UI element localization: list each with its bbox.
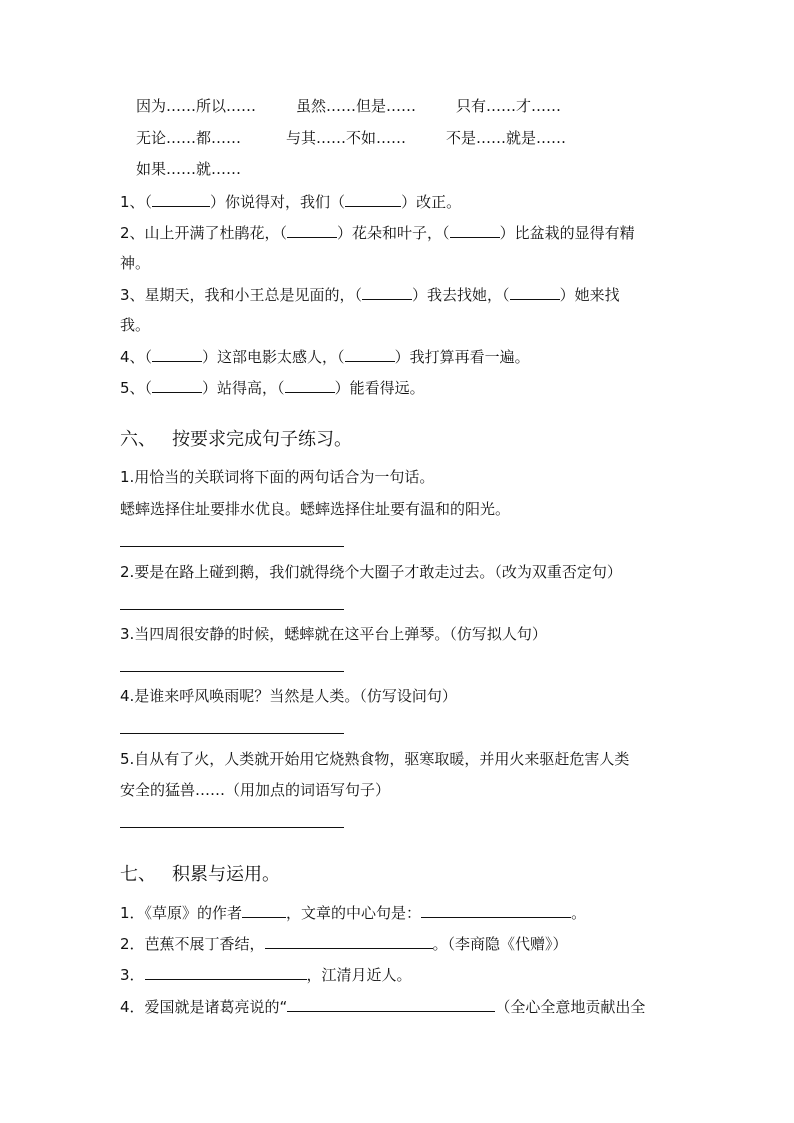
s6-question-2: 2.要是在路上碰到鹅，我们就得绕个大圈子才敢走过去。（改为双重否定句） bbox=[120, 563, 622, 581]
fill-item-3-cont bbox=[120, 315, 150, 335]
s6-question-5: 5.自从有了火，人类就开始用它烧熟食物，驱寒取暖，并用火来驱赶危害人类 bbox=[120, 750, 630, 768]
fill-text: 。 bbox=[571, 904, 587, 922]
s6-question-3: 3.当四周很安静的时候，蟋蟀就在这平台上弹琴。（仿写拟人句） bbox=[120, 625, 547, 643]
answer-blank[interactable] bbox=[450, 222, 500, 238]
fill-text: 5、（ bbox=[120, 379, 153, 397]
fill-text: 神。 bbox=[120, 254, 151, 272]
fill-item-1 bbox=[120, 191, 461, 212]
fill-text: ，文章的中心句是： bbox=[286, 904, 422, 922]
fill-text: ）你说得对，我们（ bbox=[210, 193, 346, 211]
fill-item-3 bbox=[120, 284, 620, 305]
fill-text: 1．《草原》的作者 bbox=[120, 904, 243, 922]
answer-blank[interactable] bbox=[152, 377, 202, 393]
answer-blank[interactable] bbox=[145, 964, 307, 980]
answer-blank[interactable] bbox=[362, 284, 412, 300]
fill-text: ）我去找她，（ bbox=[412, 286, 510, 304]
s6-question-4: 4.是谁来呼风唤雨呢？当然是人类。（仿写设问句） bbox=[120, 687, 457, 705]
answer-blank[interactable] bbox=[345, 346, 395, 362]
answer-blank[interactable] bbox=[152, 191, 210, 207]
fill-text: 我。 bbox=[120, 316, 151, 334]
answer-blank[interactable] bbox=[421, 902, 571, 918]
fill-text: ）这部电影太感人，（ bbox=[202, 348, 345, 366]
fill-text: 2．芭蕉不展丁香结， bbox=[120, 935, 265, 953]
fill-text: ）她来找 bbox=[559, 286, 620, 304]
fill-item-2 bbox=[120, 222, 635, 243]
fill-item-2-cont bbox=[120, 253, 150, 273]
fill-text: 1、（ bbox=[120, 193, 153, 211]
answer-blank[interactable] bbox=[287, 996, 495, 1012]
conjunction-row-3 bbox=[136, 159, 241, 179]
answer-line[interactable] bbox=[120, 827, 344, 828]
section-title: 积累与运用。 bbox=[172, 864, 280, 885]
fill-item-5 bbox=[120, 377, 425, 398]
answer-blank[interactable] bbox=[345, 191, 401, 207]
conjunction-word: 因为……所以…… bbox=[136, 97, 257, 115]
s6-question-5-cont: 安全的猛兽……（用加点的词语写句子） bbox=[120, 781, 391, 799]
answer-blank[interactable] bbox=[152, 346, 202, 362]
answer-blank[interactable] bbox=[242, 902, 286, 918]
answer-blank[interactable] bbox=[510, 284, 560, 300]
s7-question-3 bbox=[120, 964, 412, 985]
fill-text: ）比盆栽的显得有精 bbox=[499, 224, 635, 242]
fill-text: 。（李商隐《代赠》） bbox=[432, 935, 568, 953]
fill-text: ，江清月近人。 bbox=[306, 966, 412, 984]
answer-line[interactable] bbox=[120, 609, 344, 610]
s7-question-1 bbox=[120, 902, 586, 923]
fill-text: （全心全意地贡献出全 bbox=[495, 998, 646, 1016]
fill-text: ）花朵和叶子，（ bbox=[337, 224, 450, 242]
section-7-heading bbox=[120, 863, 280, 887]
s6-question-1: 1.用恰当的关联词将下面的两句话合为一句话。 bbox=[120, 468, 435, 486]
answer-line[interactable] bbox=[120, 733, 344, 734]
s6-question-1-text: 蟋蟀选择住址要排水优良。蟋蟀选择住址要有温和的阳光。 bbox=[120, 500, 511, 518]
fill-item-4 bbox=[120, 346, 530, 367]
fill-text: 4．爱国就是诸葛亮说的“ bbox=[120, 998, 288, 1016]
s7-question-4 bbox=[120, 996, 645, 1017]
fill-text: ）我打算再看一遍。 bbox=[394, 348, 530, 366]
conjunction-word: 只有……才…… bbox=[456, 97, 562, 115]
answer-blank[interactable] bbox=[287, 222, 337, 238]
answer-blank[interactable] bbox=[285, 377, 335, 393]
conjunction-word: 虽然……但是…… bbox=[296, 97, 417, 115]
conjunction-row-2 bbox=[136, 128, 566, 148]
fill-text: ）站得高，（ bbox=[202, 379, 285, 397]
answer-blank[interactable] bbox=[265, 933, 433, 949]
fill-text: 4、（ bbox=[120, 348, 153, 366]
conjunction-word: 如果……就…… bbox=[136, 160, 242, 178]
s7-question-2 bbox=[120, 933, 568, 954]
fill-text: 3、星期天，我和小王总是见面的，（ bbox=[120, 286, 363, 304]
conjunction-row-1 bbox=[136, 96, 561, 116]
section-number: 六、 bbox=[120, 429, 156, 450]
section-title: 按要求完成句子练习。 bbox=[172, 429, 352, 450]
fill-text: 2、山上开满了杜鹃花，（ bbox=[120, 224, 288, 242]
conjunction-word: 不是……就是…… bbox=[446, 129, 567, 147]
fill-text: ）能看得远。 bbox=[334, 379, 425, 397]
conjunction-word: 无论……都…… bbox=[136, 129, 242, 147]
conjunction-word: 与其……不如…… bbox=[286, 129, 407, 147]
answer-line[interactable] bbox=[120, 671, 344, 672]
section-6-heading bbox=[120, 428, 352, 452]
fill-text: ）改正。 bbox=[401, 193, 462, 211]
answer-line[interactable] bbox=[120, 546, 344, 547]
section-number: 七、 bbox=[120, 864, 156, 885]
fill-text: 3． bbox=[120, 966, 145, 984]
